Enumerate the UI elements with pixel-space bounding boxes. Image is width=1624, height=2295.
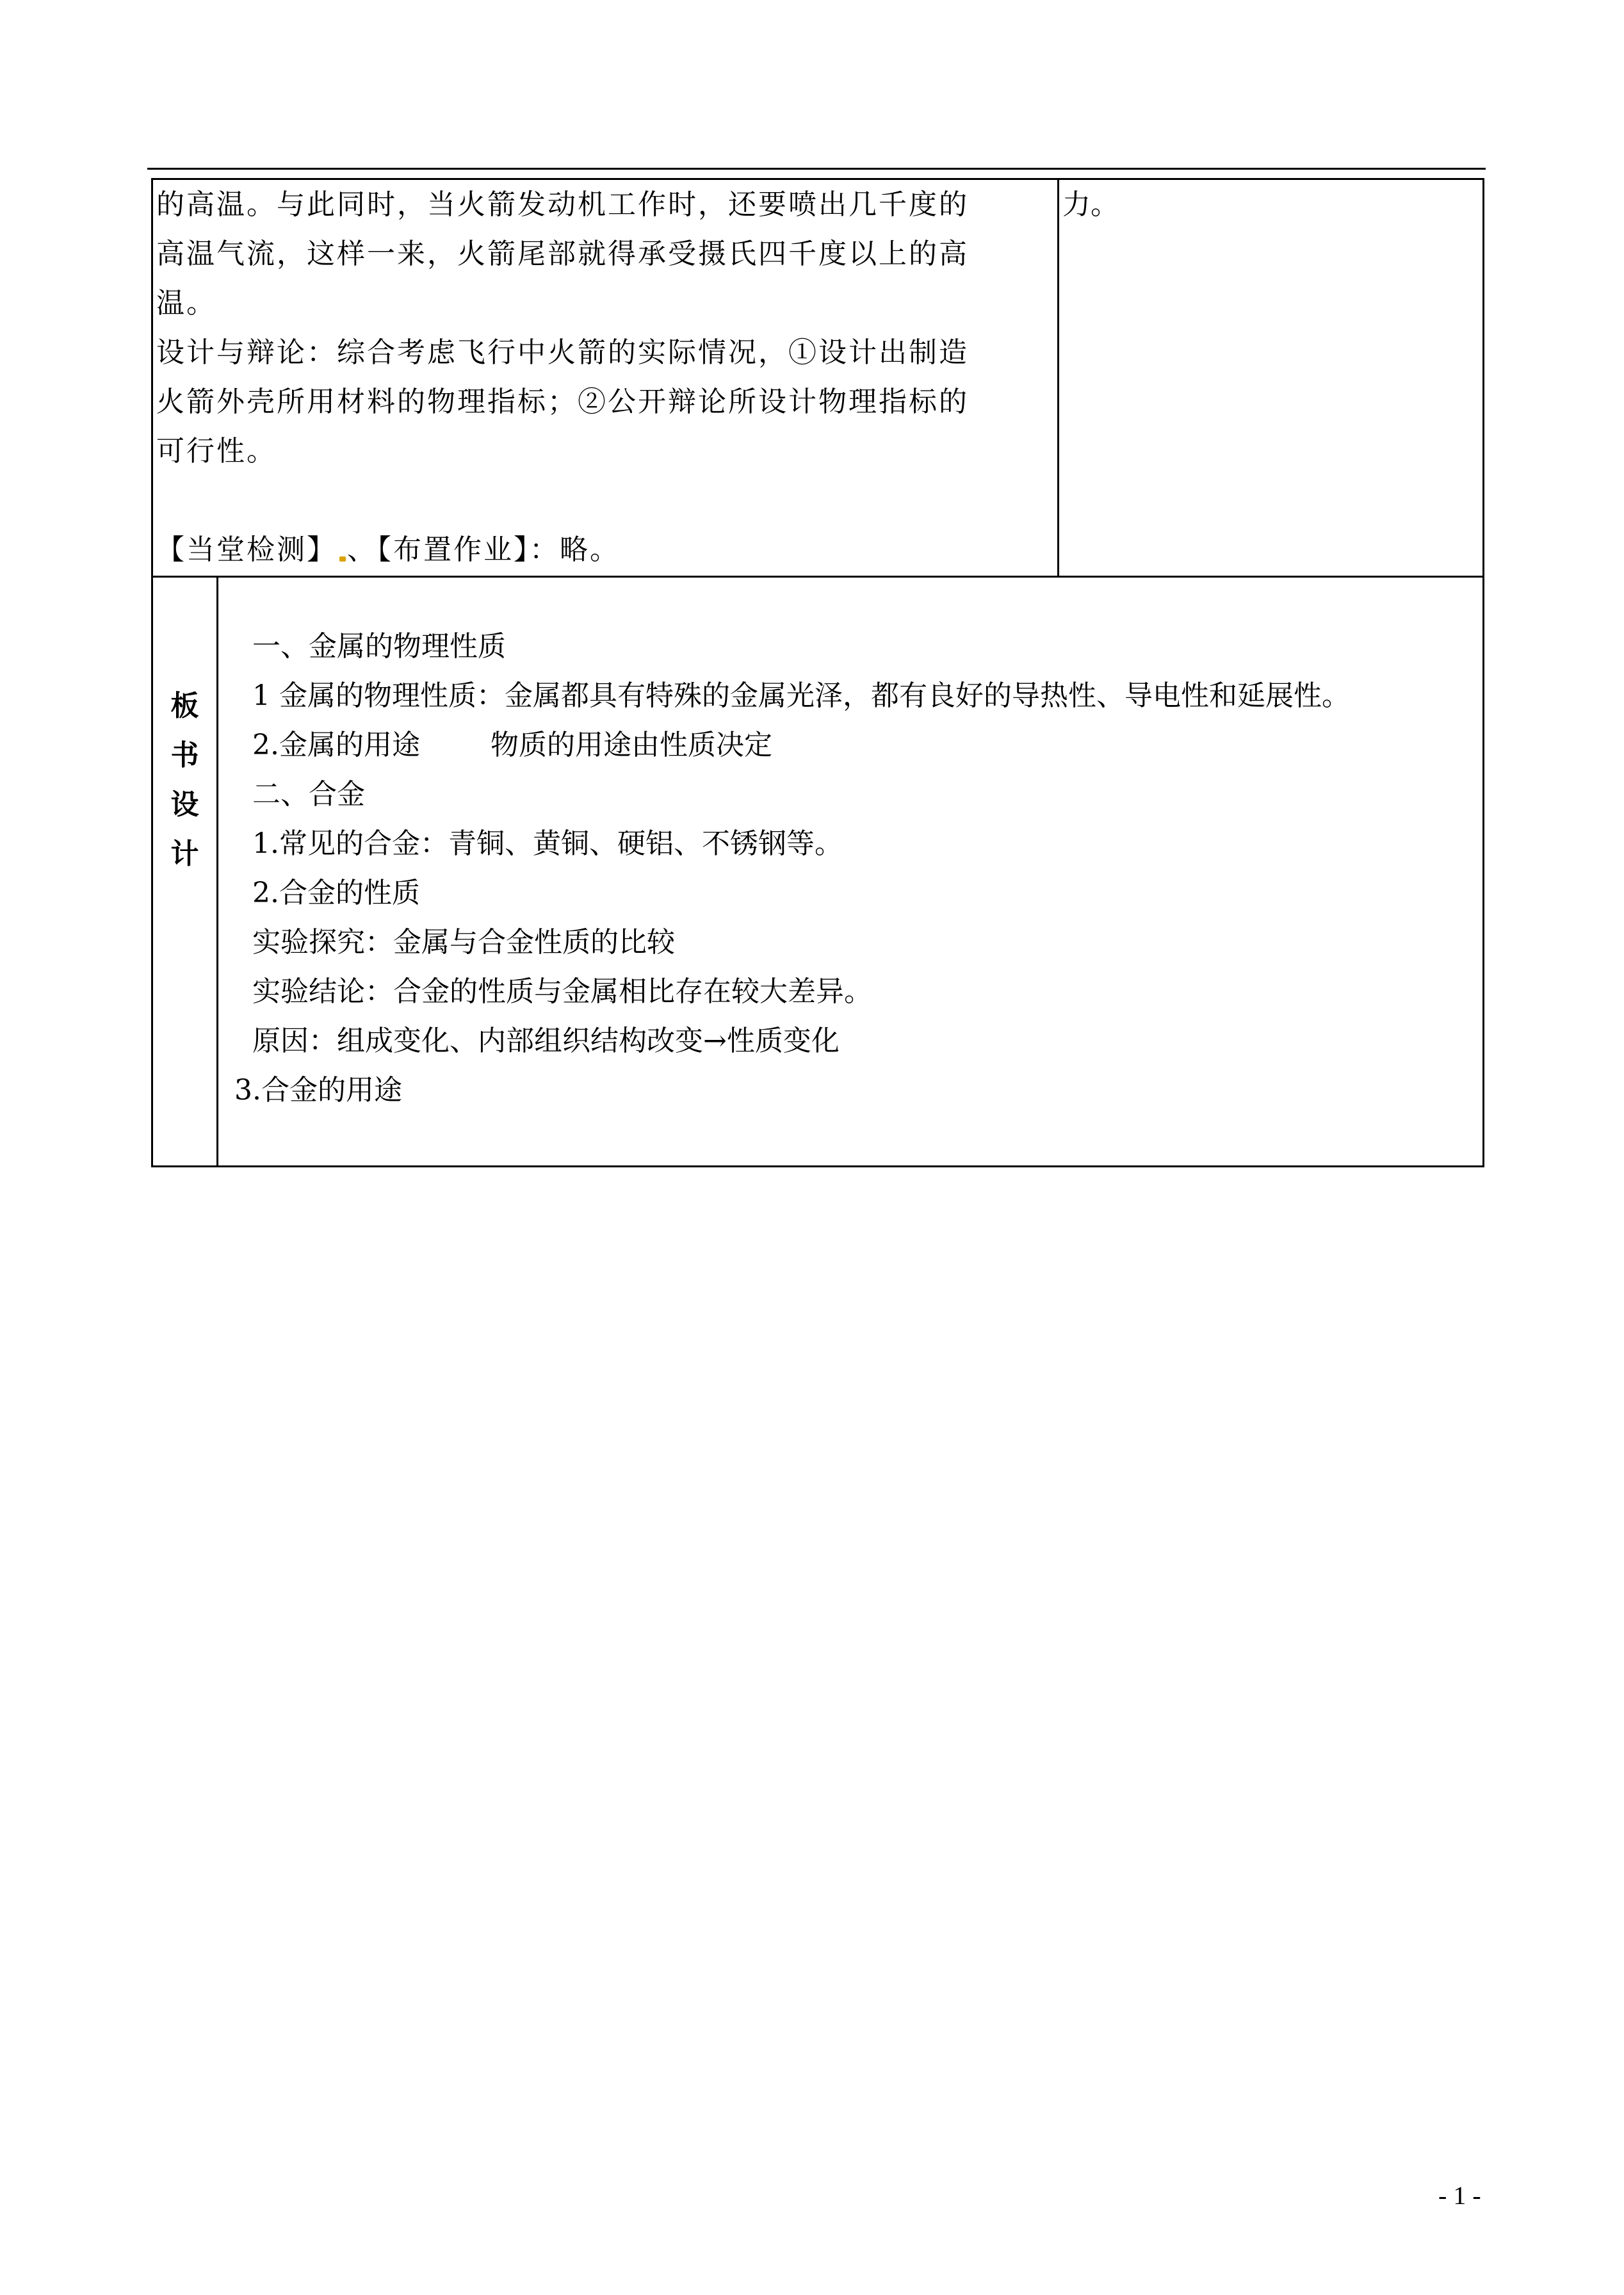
board-design-content xyxy=(218,622,1484,1115)
item-text: 2.金属的用途 xyxy=(252,729,420,761)
blank-line xyxy=(156,476,1055,525)
lesson-process-table xyxy=(151,178,1484,578)
board-design-table xyxy=(151,576,1484,1167)
text-line: 温。 xyxy=(156,287,216,320)
right-column-text: 力。 xyxy=(1062,188,1119,221)
label-char: 计 xyxy=(170,838,199,870)
content-line xyxy=(218,720,1484,770)
section-heading: 一、金属的物理性质 xyxy=(252,630,506,663)
text-line: 高温气流，这样一来，火箭尾部就得承受摄氏四千度以上的高 xyxy=(156,238,969,270)
section-heading: 二、合金 xyxy=(252,778,365,811)
item-text: 物质的用途由性质决定 xyxy=(490,729,772,761)
page-number: - 1 - xyxy=(1438,2181,1481,2210)
check-homework-line xyxy=(156,525,1055,574)
in-class-check-label: 【当堂检测】 xyxy=(156,533,337,566)
content-line: 3.合金的用途 xyxy=(234,1074,402,1107)
content-line: 1.常见的合金：青铜、黄铜、硬铝、不锈钢等。 xyxy=(252,827,843,860)
label-char: 书 xyxy=(170,739,199,772)
column-divider xyxy=(1057,180,1059,576)
homework-text: ：略。 xyxy=(530,533,620,566)
item-text: 金属的物理性质：金属都具有特殊的金属光泽，都有良好的导热性、导电性和延展性。 xyxy=(279,679,1350,712)
board-design-label xyxy=(153,681,216,879)
text-line: 设计与辩论：综合考虑飞行中火箭的实际情况，①设计出制造 xyxy=(156,336,969,369)
header-rule xyxy=(147,168,1486,170)
lesson-process-text xyxy=(156,180,1055,574)
content-line: 实验探究：金属与合金性质的比较 xyxy=(252,926,675,959)
text-line: 的高温。与此同时，当火箭发动机工作时，还要喷出几千度的 xyxy=(156,188,969,221)
label-char: 板 xyxy=(170,690,199,722)
text-line: 火箭外壳所用材料的物理指标；②公开辩论所设计物理指标的 xyxy=(156,385,969,418)
content-line: 2.合金的性质 xyxy=(252,877,420,909)
label-char: 设 xyxy=(170,788,199,821)
content-line: 实验结论：合金的性质与金属相比存在较大差异。 xyxy=(252,975,872,1008)
content-line xyxy=(218,671,1484,720)
homework-label: 【布置作业】 xyxy=(377,533,530,566)
separator: 、 xyxy=(347,533,377,566)
text-line: 可行性。 xyxy=(156,435,277,467)
item-number: 1 xyxy=(252,679,270,712)
small-mark-icon xyxy=(339,556,346,562)
content-line: 原因：组成变化、内部组织结构改变→性质变化 xyxy=(252,1025,840,1057)
